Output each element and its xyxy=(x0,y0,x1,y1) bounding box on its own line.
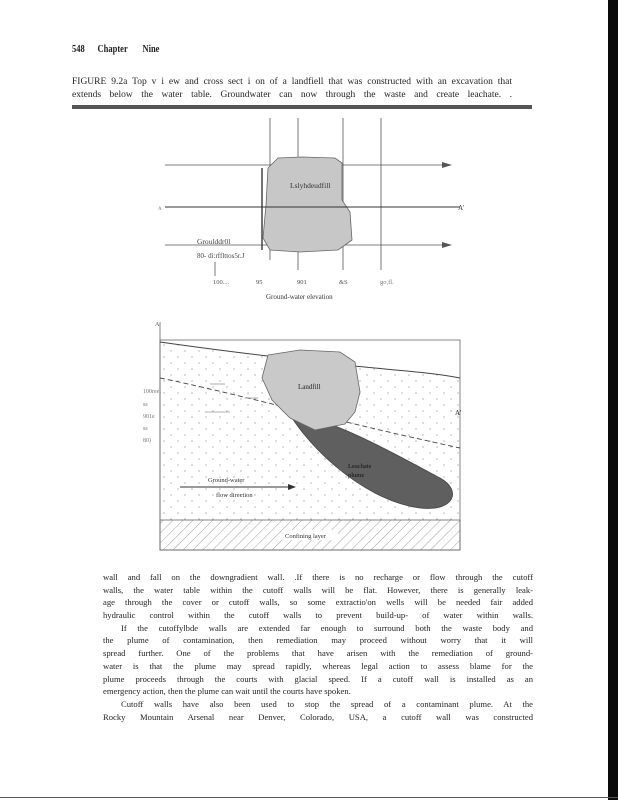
arrow-icon xyxy=(442,162,452,168)
caption-line-2: extends below the water table. Groundwater can now through the waste and create leachate. . xyxy=(72,90,512,100)
elevation-label: 901e xyxy=(143,414,155,420)
tick-label: go,fl. xyxy=(380,279,394,286)
body-line: Cutoff walls have also been used to stop the spread of a contaminant plume. At the xyxy=(121,698,533,709)
body-line: plume proceeds through the courts with glacial speed. If a cutoff wall is installed as an xyxy=(103,673,533,684)
top-view xyxy=(158,118,464,301)
tick-label: 100.... xyxy=(213,279,230,286)
body-line: hydraulic control within the cutoff walls to prevent build-up- of water within walls. xyxy=(103,610,533,621)
chapter-number: Nine xyxy=(142,44,160,55)
body-line: If the cutoffylbde walls are extended far enough to surround both the waste body and xyxy=(121,622,533,633)
body-line: the plume of contamination, then remediation may proceed without worry that it will xyxy=(103,635,533,646)
elevation-label: 80) xyxy=(143,438,151,444)
corner-label: A xyxy=(155,322,160,328)
elevation-label: ss xyxy=(143,426,148,432)
groundwater-label-2: 80- di:rfflttos5r.J xyxy=(197,252,245,260)
caption-line-1: FIGURE 9.2a Top v i ew and cross sect i on of a landfiell that was constructed with an excavation that xyxy=(72,77,512,87)
section-label-a: A xyxy=(158,207,162,212)
tick-label: 95 xyxy=(256,279,263,286)
body-line: age through the cover or cutoff walls, so some extractio'on wells will be needed fair added xyxy=(103,597,533,608)
body-line: water is that the plume may spread rapidly, whereas legal action to assess blame for the xyxy=(103,660,533,671)
page-number: 548 xyxy=(72,44,85,55)
elevation-label: 100reet xyxy=(143,389,161,395)
body-line: Rocky Mountain Arsenal near Denver, Colorado, USA, a cutoff wall was constructed xyxy=(103,711,533,722)
cross-section xyxy=(143,322,461,550)
section-label-a-prime: A' xyxy=(458,204,465,212)
flow-label-1: Ground-water xyxy=(208,477,245,484)
body-line: wall and fall on the downgradient wall. .If there is no recharge or flow through the cutoff xyxy=(103,572,533,582)
flow-label-2: flow direction xyxy=(216,492,253,499)
arrow-icon xyxy=(442,242,452,248)
section-label-a-prime: A' xyxy=(455,409,462,417)
plume-label-1: Leachate xyxy=(348,463,372,470)
body-line: walls, the water table within the cutoff walls will be flat. However, there is generally leak- xyxy=(103,584,533,595)
confining-label: Confining layer xyxy=(285,533,326,540)
body-line: spread further. One of the problems that have arisen with the remediation of ground- xyxy=(103,648,533,659)
axis-title: Ground-water elevation xyxy=(266,293,333,301)
body-line: emergency action, then the plume can wait until the courts have spoken. xyxy=(103,686,351,697)
plume-label-2: plume xyxy=(348,472,365,479)
landfill-label: Landfill xyxy=(298,383,321,391)
groundwater-label-1: Groulddr0l xyxy=(197,237,231,246)
body-text xyxy=(103,571,533,723)
chapter-label: Chapter xyxy=(97,44,128,55)
page-bottom-rule xyxy=(0,797,618,798)
tick-label: 901 xyxy=(297,279,307,286)
landfill-top-shape xyxy=(263,157,352,252)
elevation-label: ss xyxy=(143,402,148,408)
landfill-label: Lslyhdeudfill xyxy=(290,181,331,190)
tick-label: &S xyxy=(339,279,348,286)
